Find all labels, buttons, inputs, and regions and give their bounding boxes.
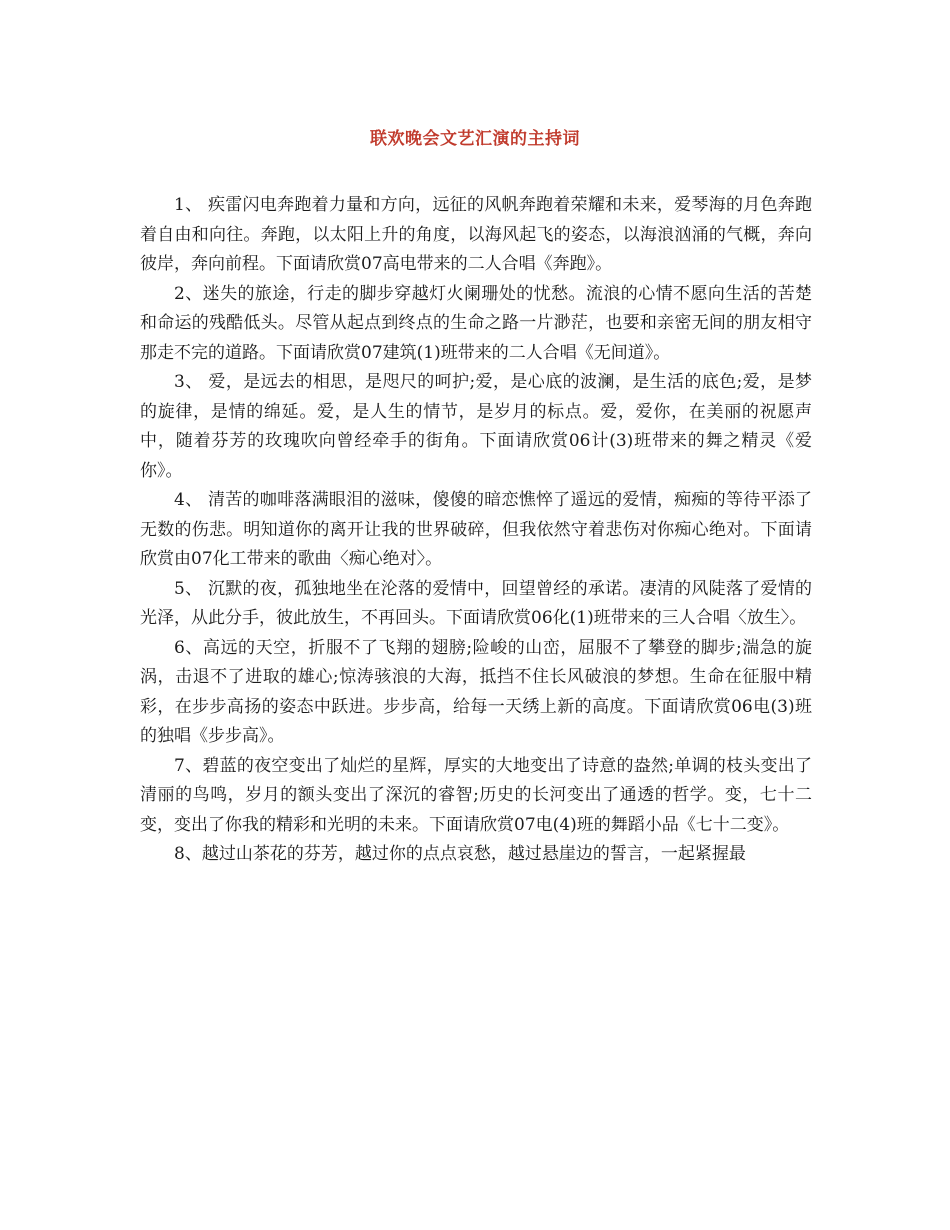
- paragraph-7: 7、碧蓝的夜空变出了灿烂的星辉，厚实的大地变出了诗意的盎然;单调的枝头变出了清丽的鸟鸣，岁月的额头变出了深沉的睿智;历史的长河变出了通透的哲学。变，七十二变，变出了你我的精彩和光明的未来。下面请欣赏07电(4)班的舞蹈小品《七十二变》。: [140, 755, 812, 835]
- paragraph-1: 1、 疾雷闪电奔跑着力量和方向，远征的风帆奔跑着荣耀和未来，爱琴海的月色奔跑着自由和向往。奔跑，以太阳上升的角度，以海风起飞的姿态，以海浪汹涌的气概，奔向彼岸，奔向前程。下面请欣赏07高电带来的二人合唱《奔跑》。: [140, 195, 812, 274]
- paragraph-2: 2、迷失的旅途，行走的脚步穿越灯火阑珊处的忧愁。流浪的心情不愿向生活的苦楚和命运的残酷低头。尽管从起点到终点的生命之路一片渺茫，也要和亲密无间的朋友相守那走不完的道路。下面请欣赏07建筑(1)班带来的二人合唱《无间道》。: [140, 283, 812, 363]
- document-body: [140, 191, 812, 870]
- document-title: 联欢晚会文艺汇演的主持词: [370, 129, 580, 149]
- paragraph-4: 4、 清苦的咖啡落满眼泪的滋味，傻傻的暗恋憔悴了遥远的爱情，痴痴的等待平添了无数的伤悲。明知道你的离开让我的世界破碎，但我依然守着悲伤对你痴心绝对。下面请欣赏由07化工带来的歌曲〈痴心绝对〉。: [140, 490, 812, 569]
- paragraph-3: 3、 爱，是远去的相思，是咫尺的呵护;爱，是心底的波澜，是生活的底色;爱，是梦的旋律，是情的绵延。爱，是人生的情节，是岁月的标点。爱，爱你，在美丽的祝愿声中，随着芬芳的玫瑰吹向曾经牵手的街角。下面请欣赏06计(3)班带来的舞之精灵《爱你》。: [140, 372, 812, 481]
- paragraph-8: 8、越过山茶花的芬芳，越过你的点点哀愁，越过悬崖边的誓言，一起紧握最: [174, 844, 746, 864]
- paragraph-5: 5、 沉默的夜，孤独地坐在沦落的爱情中，回望曾经的承诺。凄清的风陡落了爱情的光泽，从此分手，彼此放生，不再回头。下面请欣赏06化(1)班带来的三人合唱〈放生〉。: [140, 578, 812, 628]
- paragraph-6: 6、高远的天空，折服不了飞翔的翅膀;险峻的山峦，屈服不了攀登的脚步;湍急的旋涡，击退不了进取的雄心;惊涛骇浪的大海，抵挡不住长风破浪的梦想。生命在征服中精彩，在步步高扬的姿态中跃进。步步高，给每一天绣上新的高度。下面请欣赏06电(3)班的独唱《步步高》。: [140, 637, 812, 746]
